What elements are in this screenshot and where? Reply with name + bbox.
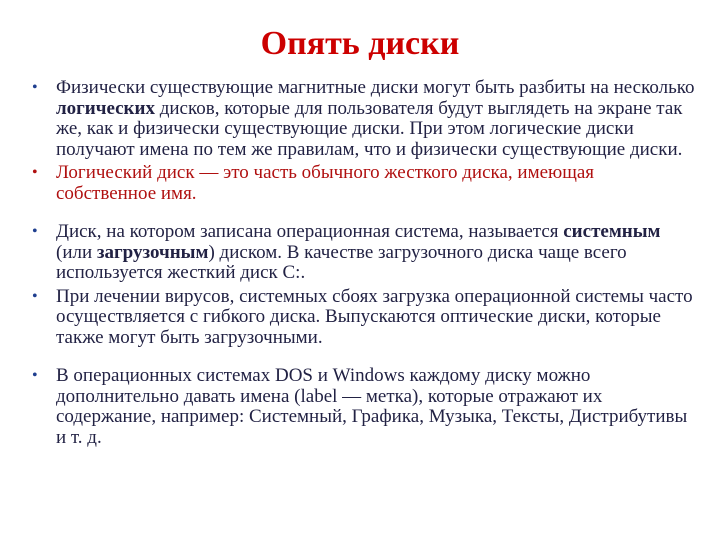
bullet-icon: •: [32, 79, 38, 96]
bullet-item-virus-boot: [30, 287, 695, 349]
bullet-icon: •: [32, 367, 38, 384]
bullet-text: При лечении вирусов, системных сбоях загрузка операционной системы часто осуществляется с гибкого диска. Выпускаются оптические диски, которые также могут быть загрузочными.: [56, 285, 693, 348]
text-run: дисков, которые для пользователя будут выглядеть на экране так же, как и физически существующие диски. При этом логические диски получают имена по тем же правилам, что и физически существующие диски.: [56, 97, 683, 160]
bullet-item-logical-disk-definition: [30, 163, 695, 204]
bullet-icon: •: [32, 287, 38, 305]
bold-term-logical: логических: [56, 97, 155, 119]
text-run: (или: [56, 241, 97, 263]
bullet-text: [56, 221, 661, 283]
spacer: [30, 204, 695, 222]
bullet-icon: •: [32, 164, 38, 181]
bold-term-system: системным: [563, 221, 661, 242]
text-run: Физически существующие магнитные диски могут быть разбиты на несколько: [56, 77, 695, 98]
spacer: [30, 348, 695, 366]
bullet-item-disk-labels: [30, 366, 695, 448]
bullet-text: В операционных системах DOS и Windows каждому диску можно дополнительно давать имена (label — метка), которые отражают их содержание, например: Системный, Графика, Музыка, Тексты, Дистрибутивы и т. д.: [56, 365, 688, 448]
text-run: Диск, на котором записана операционная система, называется: [56, 221, 564, 242]
bullet-item-system-disk: [30, 222, 695, 284]
bold-term-boot: загрузочным: [96, 241, 209, 263]
bullet-icon: •: [32, 223, 38, 240]
bullet-text: [56, 77, 695, 160]
slide-title: Опять диски: [260, 25, 460, 62]
bullet-list: [30, 78, 695, 448]
bullet-text: Логический диск — это часть обычного жесткого диска, имеющая собственное имя.: [56, 162, 595, 204]
bullet-item-logical-disks: [30, 78, 695, 160]
text-run: ) диском. В качестве загрузочного диска чаще всего используется жесткий диск С:.: [56, 241, 627, 283]
